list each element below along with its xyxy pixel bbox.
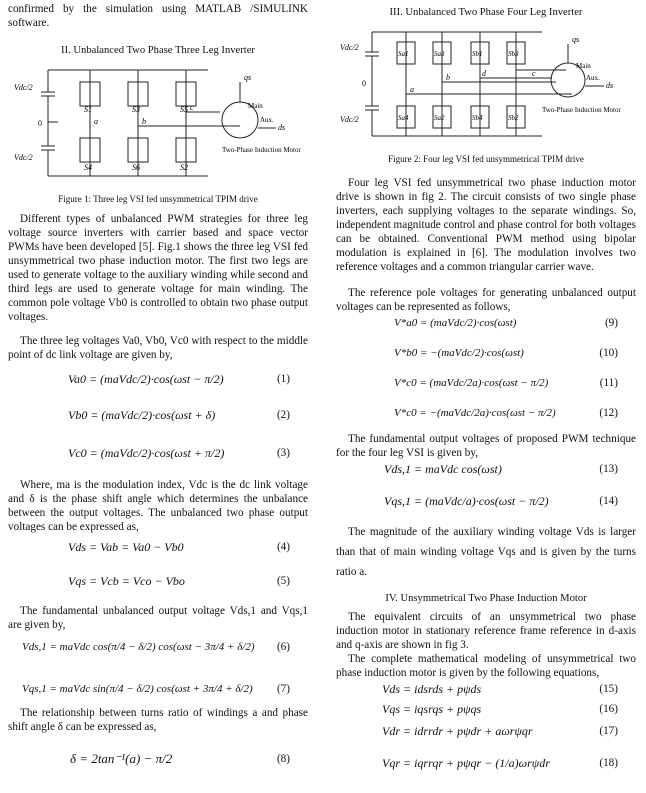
fig2-sa1: Sa1 (398, 50, 409, 58)
fig1-s3: S3 (132, 105, 140, 114)
fig2-sa2: Sa2 (434, 114, 445, 122)
fig1-b: b (142, 117, 146, 126)
equation-17: Vdr = idrrdr + pψdr + aωrψqr (17) (382, 724, 618, 738)
fig1-qs: qs (244, 73, 252, 82)
equation-10: V*b0 = −(maVdc/2)·cos(ωst) (10) (394, 347, 618, 359)
fig2-a: a (410, 85, 414, 94)
equation-14: Vqs,1 = (maVdc/a)·cos(ωst − π/2) (14) (384, 494, 618, 508)
section-2-heading: II. Unbalanced Two Phase Three Leg Inverter (61, 45, 255, 56)
fig1-c: c (190, 103, 194, 112)
left-para-1: Different types of unbalanced PWM strategies for three leg voltage source inverters with carrier based and space vector PWMs have been developed [5]. Fig.1 shows the three leg VSI fed unsymmetrical two phase induction motor. The first two legs are used to generate voltage to the auxiliary winding while second and third legs are used to generate voltage for main winding. The common pole voltage Vb0 is controlled to obtain two phase output voltages. (8, 213, 308, 323)
fig2-sb1: Sb1 (472, 50, 483, 58)
equation-2: Vb0 = (maVdc/2)·cos(ωst + δ) (2) (68, 408, 290, 422)
fig2-sa3: Sa3 (434, 50, 445, 58)
fig2-vdc-top: Vdc/2 (340, 43, 359, 52)
figure-1-caption: Figure 1: Three leg VSI fed unsymmetrical TPIM drive (58, 194, 258, 204)
fig2-sb3: Sb3 (508, 50, 519, 58)
equation-9: V*a0 = (maVdc/2)·cos(ωst) (9) (394, 317, 618, 329)
fig1-vdc-top: Vdc/2 (14, 83, 33, 92)
fig2-b: b (446, 73, 450, 82)
left-para-3: Where, ma is the modulation index, Vdc is the dc link voltage and δ is the phase shift angle which determines the unbalance between the output voltages. The unbalanced two phase output voltages can be expressed as, (8, 479, 308, 533)
fig1-motor: Two-Phase Induction Motor (222, 146, 301, 154)
section-4-heading: IV. Unsymmetrical Two Phase Induction Motor (385, 593, 587, 604)
fig2-motor: Two-Phase Induction Motor (542, 106, 621, 114)
fig2-aux: Aux. (586, 74, 600, 82)
right-para-2: The reference pole voltages for generating unbalanced output voltages can be represented as follows, (336, 287, 636, 313)
fig2-c: c (532, 69, 536, 78)
section-3-heading: III. Unbalanced Two Phase Four Leg Inverter (389, 7, 583, 18)
left-para-2: The three leg voltages Va0, Vb0, Vc0 with respect to the middle point of dc link voltage are given by, (8, 335, 308, 361)
fig2-sa4: Sa4 (398, 114, 409, 122)
right-para-4: The magnitude of the auxiliary winding voltage Vds is larger than that of main winding voltage Vqs and is given by the turns ratio a. (336, 526, 636, 578)
equation-16: Vqs = iqsrqs + pψqs (16) (382, 702, 618, 716)
fig1-ds: ds (278, 123, 286, 132)
fig2-sb2: Sb2 (508, 114, 519, 122)
fig2-sb4: Sb4 (472, 114, 483, 122)
equation-4: Vds = Vab = Va0 − Vb0 (4) (68, 540, 290, 554)
right-para-3: The fundamental output voltages of proposed PWM technique for the four leg VSI is given by, (336, 433, 636, 459)
figure-2-circuit (336, 22, 636, 146)
fig1-s6: S6 (132, 163, 140, 172)
left-para-5: The relationship between turns ratio of windings a and phase shift angle δ can be expressed as, (8, 707, 308, 733)
equation-13: Vds,1 = maVdc cos(ωst) (13) (384, 462, 618, 476)
right-para-5: The equivalent circuits of an unsymmetrical two phase induction motor in stationary reference frame reference in d-axis and q-axis are shown in fig 3. (336, 611, 636, 651)
fig1-s4: S4 (84, 163, 92, 172)
intro-text: confirmed by the simulation using MATLAB /SIMULINK software. (8, 3, 308, 29)
figure-2-caption: Figure 2: Four leg VSI fed unsymmetrical TPIM drive (388, 154, 584, 164)
fig1-s1: S1 (84, 105, 92, 114)
right-para-1: Four leg VSI fed unsymmetrical two phase induction motor drive is shown in fig 2. The circuit consists of two single phase inverters, each supplying voltages to the separate windings. So, independent magnitude control and phase control for both voltages can be obtained. Conventional PWM method using bipolar modulation is explained in [6]. The modulation involves two reference voltages and a common triangular carrier wave. (336, 177, 636, 273)
fig2-zero: 0 (362, 79, 366, 88)
equation-8: δ = 2tan⁻¹(a) − π/2 (8) (70, 751, 290, 766)
equation-6: Vds,1 = maVdc cos(π/4 − δ/2) cos(ωst − 3π/4 + δ/2) (6) (22, 641, 290, 653)
fig2-qs: qs (572, 35, 580, 44)
equation-12: V*c0 = −(maVdc/2a)·cos(ωst − π/2) (12) (394, 407, 618, 419)
fig1-main: Main (248, 102, 263, 110)
fig1-aux: Aux. (260, 116, 274, 124)
figure-1-circuit (8, 60, 308, 185)
fig1-vdc-bot: Vdc/2 (14, 153, 33, 162)
fig2-ds: ds (606, 81, 614, 90)
fig2-main: Main (576, 62, 591, 70)
equation-1: Va0 = (maVdc/2)·cos(ωst − π/2) (1) (68, 372, 290, 386)
right-para-6: The complete mathematical modeling of unsymmetrical two phase induction motor is given by the following equations, (336, 653, 636, 679)
fig1-s2: S2 (180, 163, 188, 172)
fig2-d: d (482, 69, 486, 78)
equation-3: Vc0 = (maVdc/2)·cos(ωst + π/2) (3) (68, 446, 290, 460)
equation-15: Vds = idsrds + pψds (15) (382, 682, 618, 696)
equation-7: Vqs,1 = maVdc sin(π/4 − δ/2) cos(ωst + 3π/4 + δ/2) (7) (22, 683, 290, 695)
equation-11: V*c0 = (maVdc/2a)·cos(ωst − π/2) (11) (394, 377, 618, 389)
left-para-4: The fundamental unbalanced output voltage Vds,1 and Vqs,1 are given by, (8, 605, 308, 631)
equation-5: Vqs = Vcb = Vco − Vbo (5) (68, 574, 290, 588)
fig2-vdc-bot: Vdc/2 (340, 115, 359, 124)
fig1-a: a (94, 117, 98, 126)
fig1-zero: 0 (38, 119, 42, 128)
equation-18: Vqr = iqrrqr + pψqr − (1/a)ωrψdr (18) (382, 756, 618, 770)
fig1-s5: S5 (180, 105, 188, 114)
